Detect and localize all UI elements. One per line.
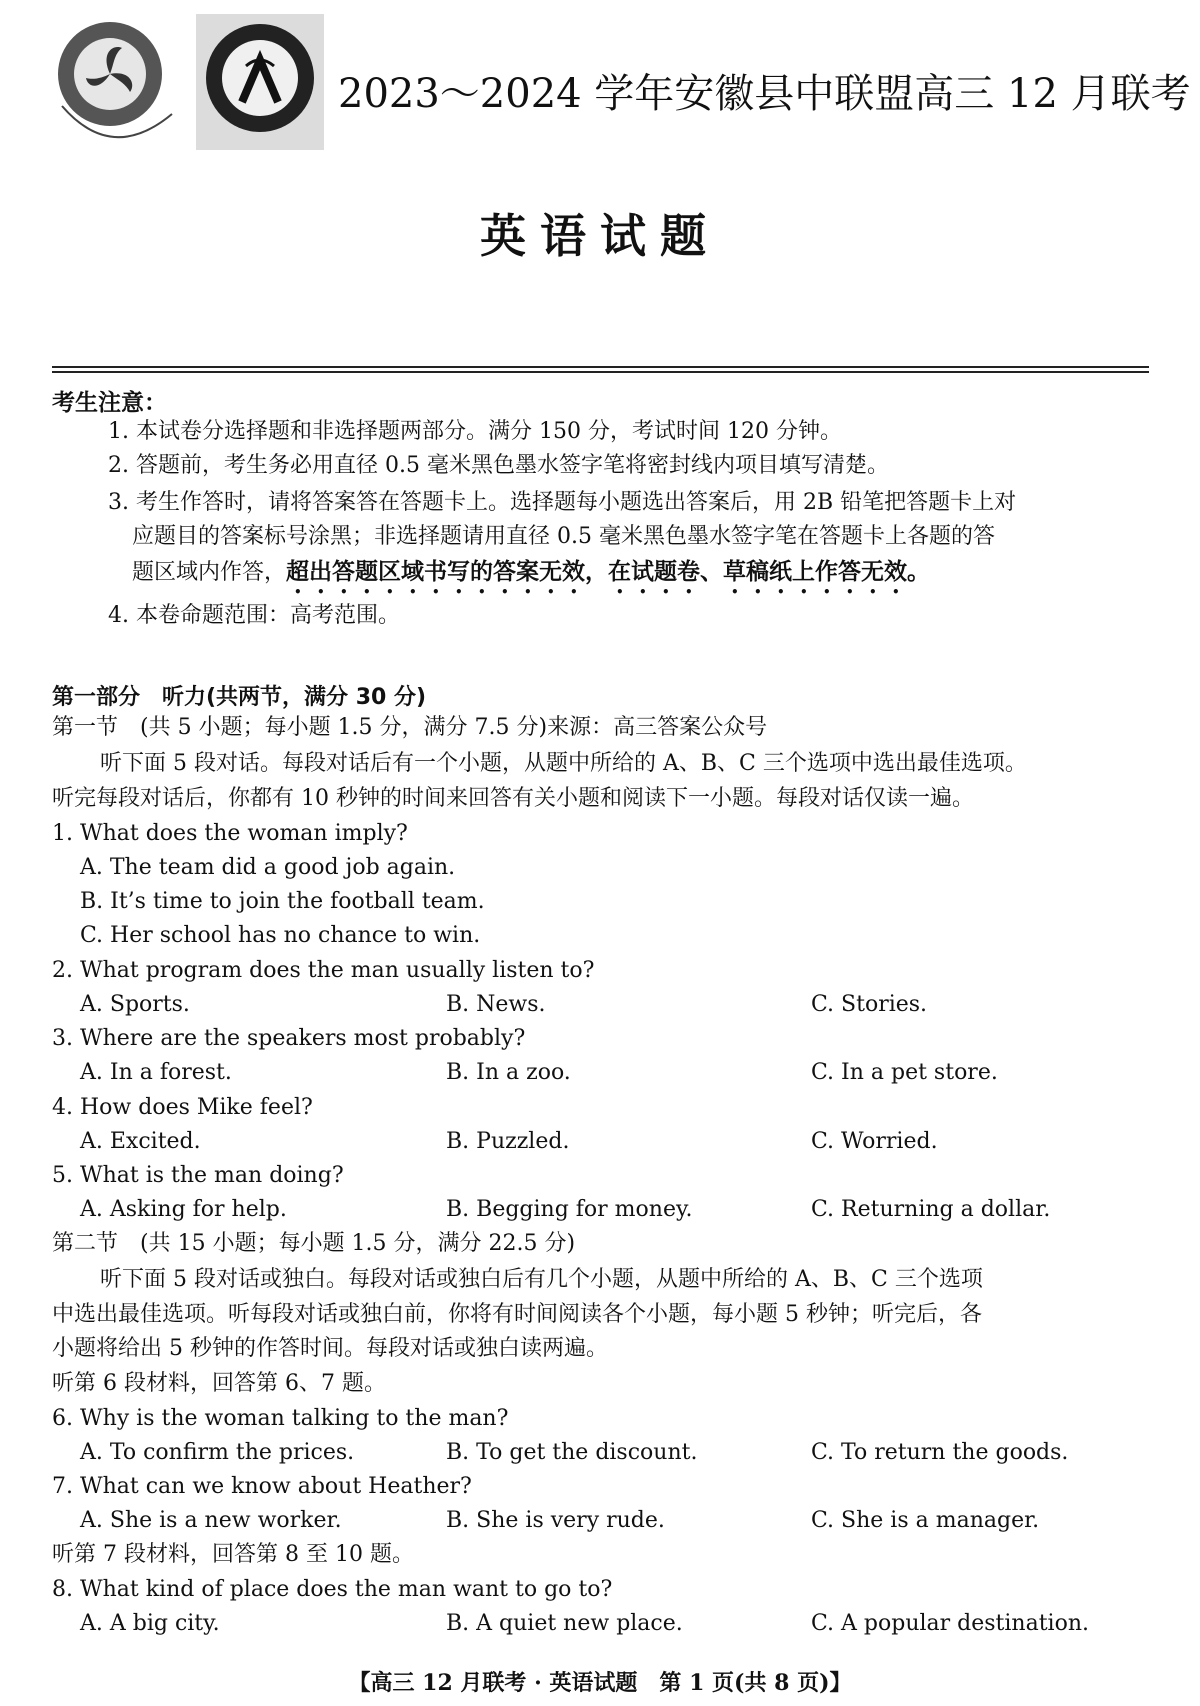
section1-heading: 第一节 (共 5 小题；每小题 1.5 分，满分 7.5 分)来源：高三答案公众号 [52,715,768,740]
section2-instruction-1: 听下面 5 段对话或独白。每段对话或独白后有几个小题，从题中所给的 A、B、C 三个选项 [100,1267,983,1292]
question-8: 8. What kind of place does the man want to go to? [52,1577,613,1602]
material-7-heading: 听第 7 段材料，回答第 8 至 10 题。 [52,1542,414,1567]
notice-item-2: 2. 答题前，考生务必用直径 0.5 毫米黑色墨水签字笔将密封线内项目填写清楚。 [108,453,889,478]
question-6-option-c: C. To return the goods. [811,1440,1069,1465]
question-4-option-a: A. Excited. [80,1129,201,1154]
question-5: 5. What is the man doing? [52,1163,344,1188]
question-5-option-b: B. Begging for money. [446,1197,693,1222]
section2-instruction-2: 中选出最佳选项。听每段对话或独白前，你将有时间阅读各个小题，每小题 5 秒钟；听完后，各 [52,1302,982,1327]
alliance-logo-graphic [52,14,188,150]
divider-rule-bottom [52,371,1149,373]
notice-item-1: 1. 本试卷分选择题和非选择题两部分。满分 150 分，考试时间 120 分钟。 [108,419,842,444]
question-4: 4. How does Mike feel? [52,1095,313,1120]
alliance-logo [52,14,188,150]
page-footer: 【高三 12 月联考 · 英语试题 第 1 页(共 8 页)】 [348,1670,852,1696]
question-2-option-c: C. Stories. [811,992,928,1017]
notice-item-3-cont-text: 题区域内作答， [132,560,287,585]
question-8-option-a: A. A big city. [80,1611,220,1636]
question-6-option-b: B. To get the discount. [446,1440,698,1465]
exam-title: 2023～2024 学年安徽县中联盟高三 12 月联考 [338,71,1191,117]
notice-item-4: 4. 本卷命题范围：高考范围。 [108,603,400,628]
question-4-option-b: B. Puzzled. [446,1129,570,1154]
question-3: 3. Where are the speakers most probably? [52,1026,526,1051]
question-1-option-b: B. It’s time to join the football team. [80,889,485,914]
mingshi-logo-graphic [196,14,324,164]
material-6-heading: 听第 6 段材料，回答第 6、7 题。 [52,1371,386,1396]
divider-rule-top [52,366,1149,368]
question-6-option-a: A. To confirm the prices. [80,1440,355,1465]
question-5-option-a: A. Asking for help. [80,1197,287,1222]
question-1-option-c: C. Her school has no chance to win. [80,923,481,948]
question-2: 2. What program does the man usually listen to? [52,958,595,983]
question-3-option-b: B. In a zoo. [446,1060,571,1085]
section1-instruction-2: 听完每段对话后，你都有 10 秒钟的时间来回答有关小题和阅读下一小题。每段对话仅读一遍。 [52,786,974,811]
question-1: 1. What does the woman imply? [52,821,408,846]
question-4-option-c: C. Worried. [811,1129,938,1154]
question-7-option-c: C. She is a manager. [811,1508,1040,1533]
section1-instruction-1: 听下面 5 段对话。每段对话后有一个小题，从题中所给的 A、B、C 三个选项中选出最佳选项。 [100,751,1027,776]
question-8-option-c: C. A popular destination. [811,1611,1089,1636]
question-2-option-a: A. Sports. [80,992,190,1017]
question-1-option-a: A. The team did a good job again. [80,855,456,880]
question-7-option-b: B. She is very rude. [446,1508,665,1533]
question-6: 6. Why is the woman talking to the man? [52,1406,509,1431]
notice-heading: 考生注意： [52,390,167,416]
question-7: 7. What can we know about Heather? [52,1474,472,1499]
question-5-option-c: C. Returning a dollar. [811,1197,1051,1222]
part1-heading: 第一部分 听力(共两节，满分 30 分) [52,685,427,710]
notice-item-3-cont-1: 应题目的答案标号涂黑；非选择题请用直径 0.5 毫米黑色墨水签字笔在答题卡上各题的答 [132,524,995,549]
notice-emphasis: 超出答题区域书写的答案无效，在试题卷、草稿纸上作答无效。 [286,559,931,585]
question-7-option-a: A. She is a new worker. [80,1508,342,1533]
question-3-option-a: A. In a forest. [80,1060,232,1085]
notice-item-3-cont-2 [132,557,930,599]
section2-instruction-3: 小题将给出 5 秒钟的作答时间。每段对话或独白读两遍。 [52,1336,608,1361]
subject-title: 英语试题 [480,209,720,263]
question-3-option-c: C. In a pet store. [811,1060,998,1085]
question-8-option-b: B. A quiet new place. [446,1611,683,1636]
notice-item-3: 3. 考生作答时，请将答案答在答题卡上。选择题每小题选出答案后，用 2B 铅笔把答题卡上对 [108,490,1017,515]
question-2-option-b: B. News. [446,992,546,1017]
section2-heading: 第二节 (共 15 小题；每小题 1.5 分，满分 22.5 分) [52,1231,576,1256]
mingshi-logo [196,14,324,164]
